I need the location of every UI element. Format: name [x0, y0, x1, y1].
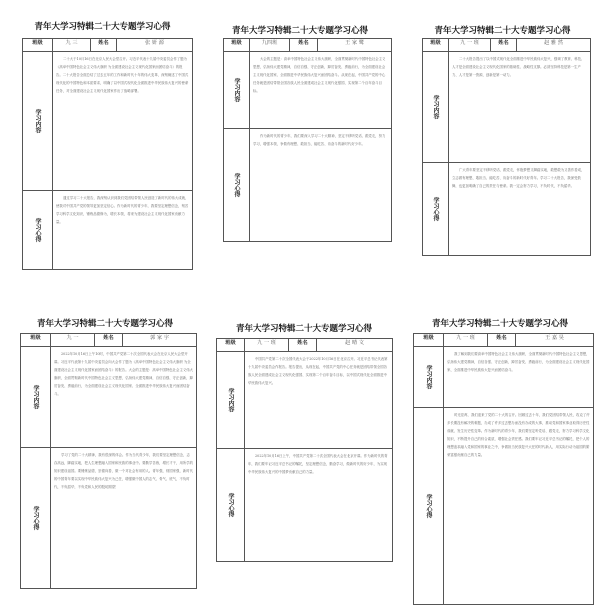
- record-table: [20, 333, 197, 589]
- name-label: 姓名: [290, 39, 318, 52]
- class-label: 班级: [224, 39, 250, 52]
- record-table: [22, 38, 193, 270]
- section-text-reflection: 作为新时代的青少年，我们要深入学习二十大精神，坚定不移听党话、跟党走，努力学习，增强本领，争做有理想、敢担当、能吃苦、肯奋斗的新时代好少年。: [250, 129, 392, 242]
- section-label-content: 学习内容: [217, 352, 245, 449]
- section-label-reflection: 学习心得: [414, 408, 444, 605]
- section-text-reflection: 广大青年要坚定不移听党话、跟党走，怀抱梦想又脚踏实地，敢想敢为又善作善成，立志做有理想、敢担当、能吃苦、肯奋斗的新时代好青年。学习二十大报告，我深受鼓舞，也更加明确了自己的责任与使命。我一定会努力学习，不负时代，不负韶华。: [449, 163, 591, 256]
- section-label-reflection: 学习心得: [224, 129, 250, 242]
- page-title: 青年大学习特辑二十大专题学习心得: [434, 26, 571, 36]
- section-label-content: 学习内容: [414, 347, 444, 408]
- name-value: 赵 晴 文: [317, 339, 393, 352]
- class-value: 九 三: [53, 39, 91, 52]
- section-text-reflection: 学习了党的二十大精神，我有很深的体会。作为当代青少年，我们要坚定理想信念，志存高远，脚踏实地，把人生理想融入国家和民族的事业中。要勤学苦练，增长才干，用所学的知识建设祖国。要锤炼品德，崇德向善，做一个对社会有用的人。青年强，则国家强，新时代的中国青年要以实现中华民族伟大复兴为己任，增强做中国人的志气、骨气、底气，不负时代，不负韶华，不负党和人民的殷切期望！: [51, 448, 197, 589]
- class-label: 班级: [21, 334, 51, 347]
- name-value: 王 嘉 昊: [516, 334, 594, 347]
- section-label-content: 学习内容: [21, 347, 51, 448]
- section-label-content: 学习内容: [23, 52, 53, 191]
- page-title: 青年大学习特辑二十大专题学习心得: [231, 26, 368, 36]
- name-label: 姓名: [491, 39, 517, 52]
- section-text-reflection: 2022年10月16日上午，中国共产党第二十次全国代表大会在北京开幕。作为新时代的青年，我们要牢记习近平总书记的嘱托，坚定理想信念，勤奋学习，做新时代的好少年，为实现中华民族伟大复兴的中国梦贡献自己的力量。: [245, 449, 393, 562]
- name-label: 姓名: [95, 334, 123, 347]
- document-page-5: [210, 318, 398, 580]
- document-page-1: [10, 20, 195, 270]
- page-title: 青年大学习特辑二十大专题学习心得: [431, 319, 568, 329]
- name-value: 郭 家 宇: [123, 334, 197, 347]
- document-page-4: [10, 315, 200, 595]
- section-text-content: 我了解到我们要高举中国特色社会主义伟大旗帜，全面贯彻新时代中国特色社会主义思想，弘扬伟大建党精神，自信自强、守正创新，踔厉奋发、勇毅前行，为全面建设社会主义现代化国家、全面推进中华民族伟大复兴而团结奋斗。: [444, 347, 594, 408]
- class-label: 班级: [217, 339, 245, 352]
- name-label: 姓名: [488, 334, 516, 347]
- section-label-content: 学习内容: [224, 52, 250, 129]
- record-table: [413, 333, 594, 605]
- document-page-6: [405, 315, 595, 595]
- document-page-2: [205, 20, 395, 270]
- section-label-reflection: 学习心得: [21, 448, 51, 589]
- page-title: 青年大学习特辑二十大专题学习心得: [235, 324, 372, 334]
- section-text-content: 中国共产党第二十次全国代表大会于2022年10月16日在北京召开。习近平总书记代表第十九届中央委员会作报告。报告提出，从现在起，中国共产党的中心任务就是团结带领全国各族人民全面建成社会主义现代化强国、实现第二个百年奋斗目标，以中国式现代化全面推进中华民族伟大复兴。: [245, 352, 393, 449]
- class-value: 九 一 班: [449, 39, 491, 52]
- section-text-content: 二十大报告提出了以中国式现代化全面推进中华民族伟大复兴，强调了教育、科技、人才是全面建设社会主义现代化国家的基础性、战略性支撑。必须坚持科技是第一生产力、人才是第一资源、创新是第一动力。: [449, 52, 591, 163]
- class-label: 班级: [414, 334, 444, 347]
- section-text-content: 2022年10月16日上午10时，中国共产党第二十次全国代表大会在北京人民大会堂开幕。习近平代表第十九届中央委员会向大会作了题为《高举中国特色社会主义伟大旗帜 为全面建设社会主义现代化国家而团结奋斗》的报告。大会的主题是：高举中国特色社会主义伟大旗帜，全面贯彻新时代中国特色社会主义思想，弘扬伟大建党精神，自信自强、守正创新，踔厉奋发、勇毅前行，为全面建设社会主义现代化国家、全面推进中华民族伟大复兴而团结奋斗。: [51, 347, 197, 448]
- section-label-reflection: 学习心得: [217, 449, 245, 562]
- class-value: 九四班: [250, 39, 290, 52]
- section-text-reflection: 时光荏苒，我们迎来了党的二十大的召开。回顾过去十年，我们党团结带领人民，攻克了许多长期没有解决的难题，办成了许多过去想办而没有办成的大事，推动党和国家事业取得历史性成就、发生历史性变革。作为新时代的青少年，我们要坚定听党话、跟党走，努力学习科学文化知识，不断提升自己的综合素质，增强社会责任感。我们要牢记习近平总书记的嘱托，把个人的理想追求融入党和国家的事业之中，争做担当民族复兴大任的时代新人，用实际行动为祖国的繁荣富强贡献自己的力量。: [444, 408, 594, 605]
- record-table: [422, 38, 591, 256]
- document-page-3: [410, 20, 595, 270]
- class-label: 班级: [23, 39, 53, 52]
- name-value: 张 妍 源: [117, 39, 193, 52]
- class-value: 九 一 班: [245, 339, 289, 352]
- name-label: 姓名: [91, 39, 117, 52]
- section-text-content: 二十大于10月16日在北京人民大会堂召开。习近平代表十九届中央委员会作了题为《高举中国特色社会主义伟大旗帜 为全面建设社会主义现代化国家而团结奋斗》的报告。二十大报告全面总结了过去五年的工作和新时代十年的伟大变革，深刻阐述了中国式现代化的中国特色和本质要求，明确了以中国式现代化全面推进中华民族伟大复兴的使命任务，对全面建设社会主义现代化国家作出了战略部署。: [53, 52, 193, 191]
- name-value: 王 家 鹭: [318, 39, 392, 52]
- section-label-content: 学习内容: [423, 52, 449, 163]
- page-title: 青年大学习特辑二十大专题学习心得: [34, 22, 171, 32]
- section-text-content: 大会的主题是：高举中国特色社会主义伟大旗帜，全面贯彻新时代中国特色社会主义思想，弘扬伟大建党精神，自信自强、守正创新，踔厉奋发、勇毅前行，为全面建设社会主义现代化国家、全面推进中华民族伟大复兴而团结奋斗。从现在起，中国共产党的中心任务就是团结带领全国各族人民全面建成社会主义现代化强国、实现第二个百年奋斗目标。: [250, 52, 392, 129]
- class-label: 班级: [423, 39, 449, 52]
- record-table: [223, 38, 392, 242]
- class-value: 九 一: [51, 334, 95, 347]
- record-table: [216, 338, 393, 562]
- class-value: 九 一 班: [444, 334, 488, 347]
- name-label: 姓名: [289, 339, 317, 352]
- section-label-reflection: 学习心得: [423, 163, 449, 256]
- name-value: 赵 雅 然: [517, 39, 591, 52]
- section-text-reflection: 通过学习二十大报告，我深刻认识到我们党团结带领人民创造了新时代的伟大成就，使我对中国共产党的领导更加坚定信心。作为新时代的青少年，我要坚定理想信念，刻苦学习科学文化知识，锤炼品德修为，增长本领，将来为建设社会主义现代化国家贡献力量。: [53, 191, 193, 270]
- section-label-reflection: 学习心得: [23, 191, 53, 270]
- page-title: 青年大学习特辑二十大专题学习心得: [36, 319, 173, 329]
